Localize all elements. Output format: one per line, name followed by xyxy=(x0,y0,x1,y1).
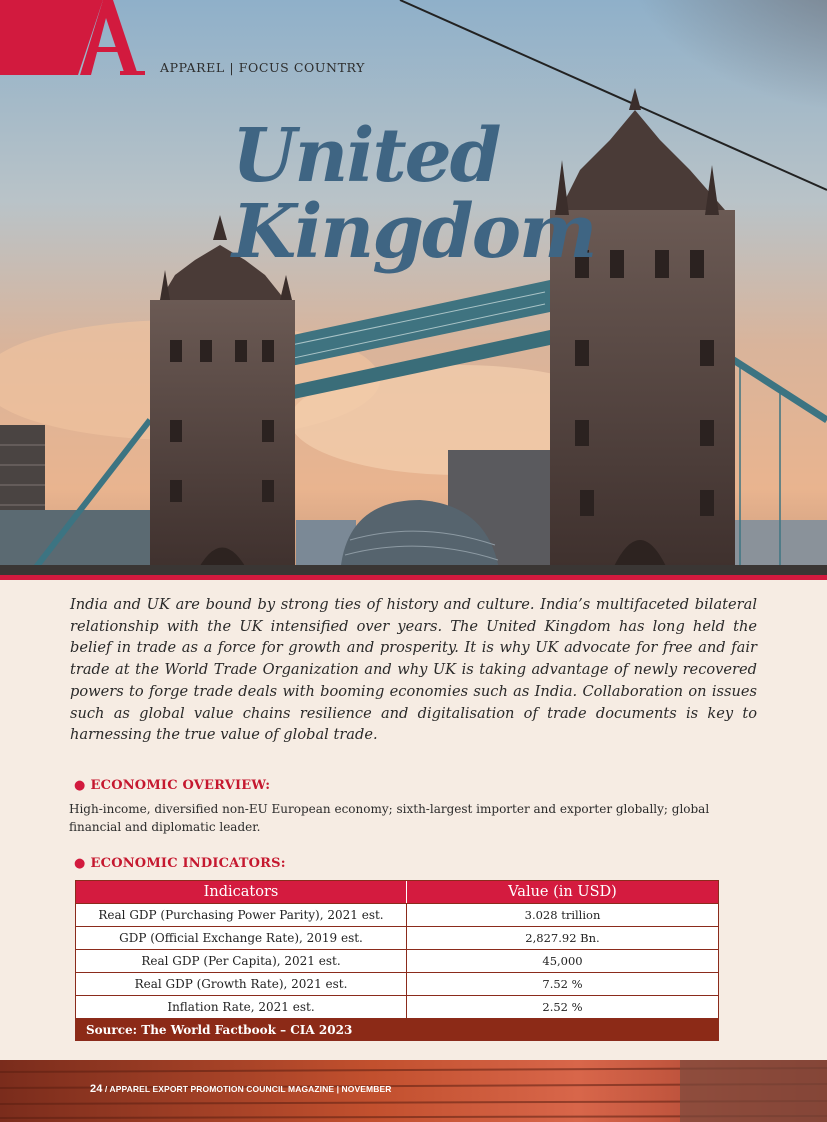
table-cell-indicator: Real GDP (Growth Rate), 2021 est. xyxy=(76,973,407,995)
section-label: APPAREL | FOCUS COUNTRY xyxy=(160,60,365,75)
page-title xyxy=(232,113,652,275)
table-source: Source: The World Factbook – CIA 2023 xyxy=(76,1018,718,1040)
economic-overview-heading-text: ECONOMIC OVERVIEW: xyxy=(90,778,271,793)
table-cell-indicator: GDP (Official Exchange Rate), 2019 est. xyxy=(76,927,407,949)
table-row xyxy=(76,995,718,1018)
page-number: 24 xyxy=(90,1083,103,1095)
publication-name: / APPAREL EXPORT PROMOTION COUNCIL MAGAZINE | NOVEMBER xyxy=(104,1084,392,1094)
table-cell-value: 7.52 % xyxy=(542,977,583,991)
table-row xyxy=(76,926,718,949)
economic-overview-heading xyxy=(74,778,270,793)
title-line-2: Kingdom xyxy=(232,189,596,275)
table-cell-value: 45,000 xyxy=(542,954,583,968)
economic-indicators-table xyxy=(75,880,719,1041)
table-cell-indicator: Real GDP (Per Capita), 2021 est. xyxy=(76,950,407,972)
economic-indicators-heading-text: ECONOMIC INDICATORS: xyxy=(90,856,286,871)
table-row xyxy=(76,903,718,926)
hero-divider-strip xyxy=(0,575,827,580)
bullet-dot-icon: ● xyxy=(74,856,86,871)
table-cell-indicator: Real GDP (Purchasing Power Parity), 2021 est. xyxy=(76,904,407,926)
table-cell-indicator: Inflation Rate, 2021 est. xyxy=(76,996,407,1018)
bullet-dot-icon: ● xyxy=(74,778,86,793)
table-cell-value: 3.028 trillion xyxy=(524,908,601,922)
logo-a-mark xyxy=(0,0,145,75)
table-header-indicators: Indicators xyxy=(76,881,407,903)
magazine-logo xyxy=(0,0,145,75)
footer-caption xyxy=(90,1083,391,1095)
table-cell-value: 2,827.92 Bn. xyxy=(525,931,600,945)
economic-overview-text: High-income, diversified non-EU European economy; sixth-largest importer and exporter globally; global financial and diplomatic leader. xyxy=(69,802,710,834)
table-row xyxy=(76,972,718,995)
table-row xyxy=(76,949,718,972)
title-line-1: United xyxy=(232,113,500,199)
economic-indicators-heading xyxy=(74,856,286,871)
table-header-row xyxy=(76,881,718,903)
table-cell-value: 2.52 % xyxy=(542,1000,583,1014)
intro-paragraph: India and UK are bound by strong ties of history and culture. India’s multifaceted bilateral relationship with the UK intensified over years. The United Kingdom has long held the belief in trade as a force for growth and prosperity. It is why UK advocate for free and fair trade at the World Trade Organization and why UK is taking advantage of newly recovered powers to forge trade deals with booming economies such as India. Collaboration on issues such as global value chains resilience and digitalisation of trade documents is key to harnessing the true value of global trade. xyxy=(70,596,757,744)
table-header-value: Value (in USD) xyxy=(508,884,617,900)
